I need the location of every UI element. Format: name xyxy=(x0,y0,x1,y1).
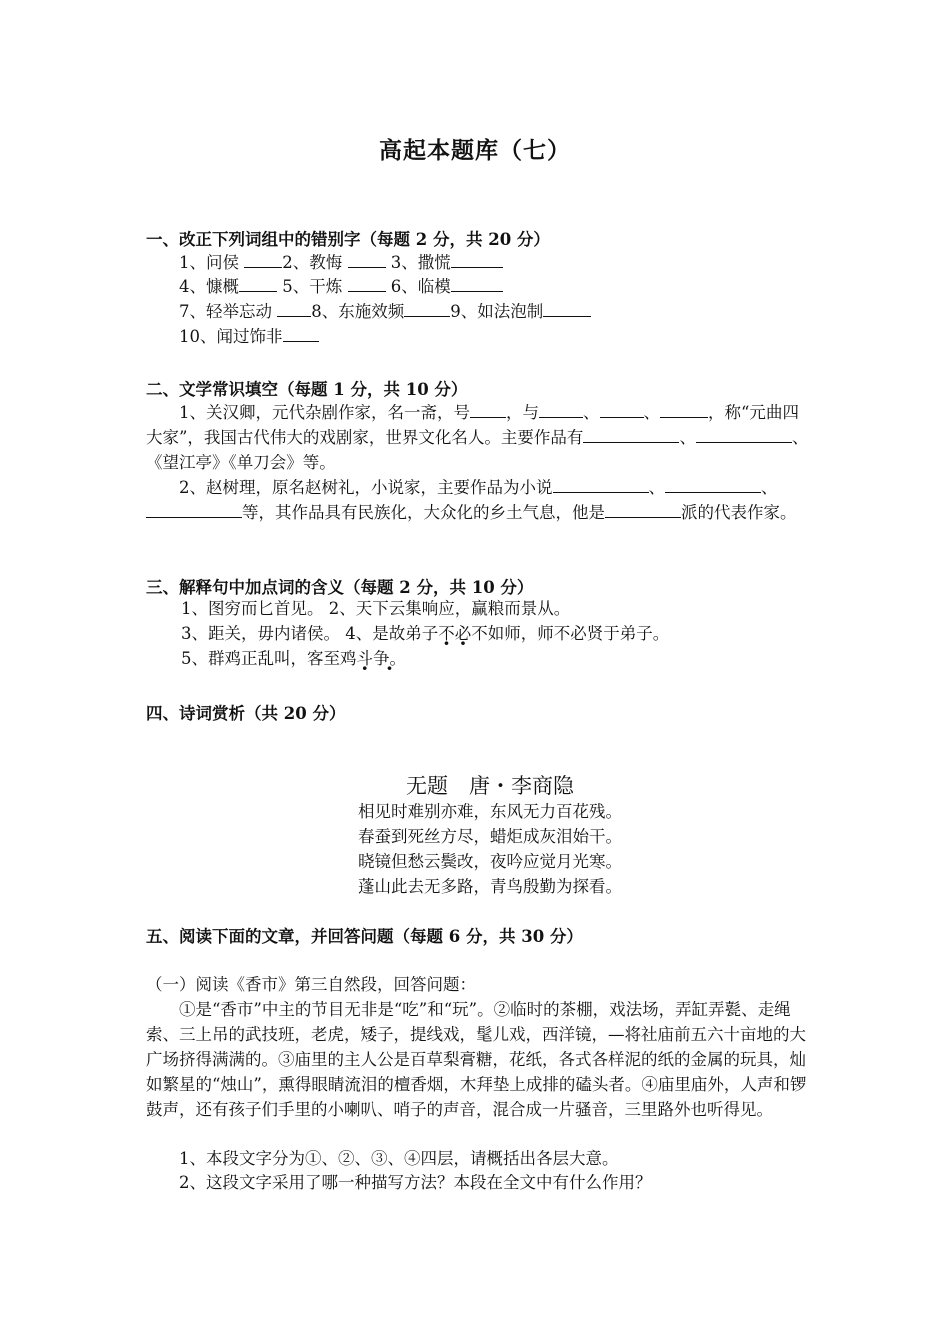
reading-question-2: 2、这段文字采用了哪一种描写方法？本段在全文中有什么作用？ xyxy=(179,1173,652,1192)
dotted-char: 不 xyxy=(438,624,455,643)
s2-q1-text: 1、关汉卿，元代杂剧作家，名一斋，号 xyxy=(179,403,470,422)
section-1-heading: 一、改正下列词组中的错别字（每题 2 分，共 20 分） xyxy=(146,230,550,249)
s2-q2-text: 2、赵树理，原名赵树礼，小说家，主要作品为小说 xyxy=(179,478,553,497)
answer-blank xyxy=(539,402,583,418)
section-5-heading: 五、阅读下面的文章，并回答问题（每题 6 分，共 30 分） xyxy=(146,927,583,946)
answer-blank xyxy=(239,276,277,292)
answer-blank xyxy=(451,252,503,268)
s1-row-2 xyxy=(179,276,503,298)
s3-line-3-text: 5、群鸡正乱叫，客至鸡 xyxy=(181,649,357,668)
section-3-heading: 三、解释句中加点词的含义（每题 2 分，共 10 分） xyxy=(146,578,534,597)
answer-blank xyxy=(553,477,649,493)
s1-item-6: 6、临模 xyxy=(390,277,451,296)
s2-q1-text: 、 xyxy=(583,403,600,422)
reading-passage: ①是“香市”中主的节目无非是“吃”和“玩”。②临时的茶棚，戏法场，弄缸弄甏、走绳索、三上吊的武技班，老虎，矮子，提线戏，髦儿戏，西洋镜，—将社庙前五六十亩地的大广场挤得满满的。③庙里的主人公是百草梨膏糖，花纸，各式各样泥的纸的金属的玩具，灿如繁星的“烛山”，熏得眼睛流泪的檀香烟，木拜垫上成排的磕头者。④庙里庙外，人声和锣鼓声，还有孩子们手里的小喇叭、哨子的声音，混合成一片骚音，三里路外也听得见。 xyxy=(146,1000,807,1119)
answer-blank xyxy=(404,301,450,317)
s1-row-3 xyxy=(179,301,591,323)
answer-blank xyxy=(583,427,679,443)
answer-blank xyxy=(600,402,644,418)
s2-q1-text: 、《望江亭》《单刀会》等。 xyxy=(146,428,809,472)
answer-blank xyxy=(665,477,761,493)
answer-blank xyxy=(283,326,319,342)
poem-title: 无题 唐・李商隐 xyxy=(406,774,574,798)
s2-question-1 xyxy=(146,400,810,475)
reading-intro: （一）阅读《香市》第三自然段，回答问题： xyxy=(146,975,476,994)
answer-blank xyxy=(605,502,681,518)
s1-item-1: 1、问侯 xyxy=(179,253,239,272)
page-title: 高起本题库（七） xyxy=(379,137,571,164)
answer-blank xyxy=(696,427,792,443)
poem-line: 晓镜但愁云鬓改，夜吟应觉月光寒。 xyxy=(358,852,622,871)
poem-line: 相见时难别亦难，东风无力百花残。 xyxy=(358,802,622,821)
s2-q1-text: 、 xyxy=(679,428,696,447)
answer-blank xyxy=(470,402,506,418)
answer-blank xyxy=(244,252,282,268)
s2-q1-text: 曲四大家”，我国古代伟大的戏剧家，世界文化名人。主要作品有 xyxy=(146,403,799,447)
s2-q2-text: 作家。 xyxy=(747,503,797,522)
dotted-char: 争。 · xyxy=(373,649,406,668)
s1-item-7: 7、轻举忘动 xyxy=(179,302,272,321)
s1-item-2: 2、教悔 xyxy=(282,253,343,272)
s1-row-1 xyxy=(179,252,503,274)
dotted-char: 必 xyxy=(454,624,472,643)
s1-item-9: 9、如法泡制 xyxy=(450,302,544,321)
s1-item-3: 3、撒慌 xyxy=(390,253,451,272)
s3-line-1: 1、图穷而匕首见。 2、天下云集响应，赢粮而景从。 xyxy=(181,599,571,618)
answer-blank xyxy=(348,252,386,268)
s2-q1-text: ，与 xyxy=(506,403,539,422)
section-2-heading: 二、文学常识填空（每题 1 分，共 10 分） xyxy=(146,380,468,399)
section-4-heading: 四、诗词赏析（共 20 分） xyxy=(146,704,346,723)
s1-item-8: 8、东施效频 xyxy=(311,302,405,321)
reading-question-1: 1、本段文字分为①、②、③、④四层，请概括出各层大意。 xyxy=(179,1149,619,1168)
s2-q2-text: 派的代表 xyxy=(681,503,747,522)
answer-blank xyxy=(543,301,591,317)
s1-row-4 xyxy=(179,326,319,348)
answer-blank xyxy=(277,301,311,317)
s3-line-2-text: 不如师，师不必贤于弟子。 xyxy=(471,624,670,643)
s3-line-2 xyxy=(181,623,669,645)
s2-q2-text: 、 xyxy=(761,478,778,497)
s3-line-2-text: 3、距关，毋内诸侯。 4、是故弟子 xyxy=(181,624,439,643)
answer-blank xyxy=(660,402,708,418)
s2-q2-text: 等，其作品具有民族化，大众化的乡土气息，他是 xyxy=(242,503,605,522)
s3-line-3 xyxy=(181,648,406,670)
poem-line: 春蚕到死丝方尽，蜡炬成灰泪始干。 xyxy=(358,827,622,846)
s2-q2-text: 、 xyxy=(648,478,665,497)
answer-blank xyxy=(451,276,503,292)
s2-q1-text: ，称“元 xyxy=(708,403,766,422)
s1-item-5: 5、干炼 xyxy=(282,277,343,296)
answer-blank xyxy=(348,276,386,292)
s2-q1-text: 、 xyxy=(643,403,660,422)
s1-item-10: 10、闻过饰非 xyxy=(179,327,283,346)
s1-item-4: 4、慷概 xyxy=(179,277,239,296)
s2-question-2 xyxy=(146,475,810,525)
dotted-char: 斗 xyxy=(356,649,373,668)
poem-line: 蓬山此去无多路，青鸟殷勤为探看。 xyxy=(358,877,622,896)
answer-blank xyxy=(146,502,242,518)
